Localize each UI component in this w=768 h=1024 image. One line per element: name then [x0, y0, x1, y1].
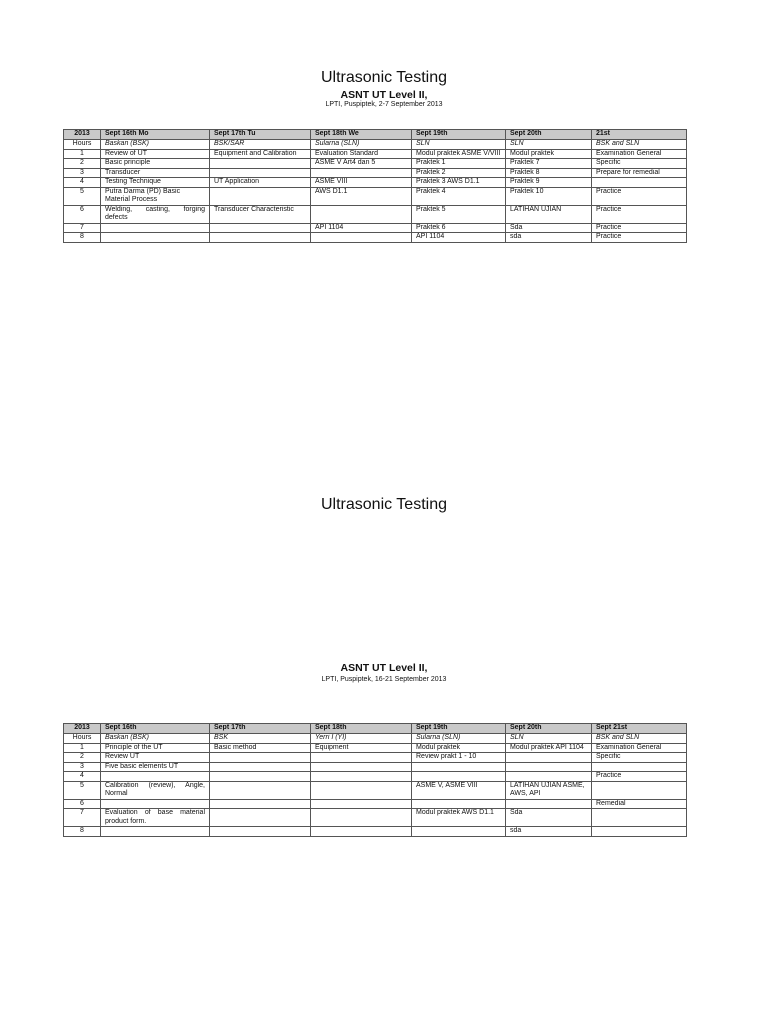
table-cell: Praktek 3 AWS D1.1: [412, 178, 506, 188]
table-cell: [210, 762, 311, 772]
table-cell: [592, 178, 687, 188]
table-cell: Basic method: [210, 743, 311, 753]
table-cell: Hours: [64, 734, 101, 744]
table-cell: [592, 827, 687, 837]
table-cell: 4: [64, 178, 101, 188]
table-cell: [210, 187, 311, 205]
table-row: [64, 809, 687, 827]
table-cell: Evaluation Standard: [311, 149, 412, 159]
table-cell: 5: [64, 187, 101, 205]
table-row: [64, 762, 687, 772]
table-cell: Welding, casting, forging defects: [101, 205, 210, 223]
header-cell: Sept 20th: [506, 130, 592, 140]
table-cell: 6: [64, 799, 101, 809]
table-cell: [210, 233, 311, 243]
table-cell: Testing Technique: [101, 178, 210, 188]
table-cell: Sda: [506, 809, 592, 827]
table-cell: 8: [64, 827, 101, 837]
table-cell: Practice: [592, 205, 687, 223]
header-cell: 2013: [64, 724, 101, 734]
table-row: [64, 187, 687, 205]
section2-subtitle: ASNT UT Level II,: [340, 662, 428, 674]
table-row: [64, 799, 687, 809]
table-cell: [311, 781, 412, 799]
table-row: [64, 743, 687, 753]
table-cell: [210, 772, 311, 782]
table-cell: [210, 809, 311, 827]
header-cell: Sept 18th We: [311, 130, 412, 140]
table-cell: Modul praktek: [412, 743, 506, 753]
table-row: [64, 781, 687, 799]
table-cell: Putra Darma (PD) Basic Material Process: [101, 187, 210, 205]
table-cell: ASME V, ASME VIII: [412, 781, 506, 799]
header-cell: Sept 17th: [210, 724, 311, 734]
header-cell: Sept 19th: [412, 724, 506, 734]
table-cell: Evaluation of base material product form.: [101, 809, 210, 827]
table-cell: Calibration (review), Angle, Normal: [101, 781, 210, 799]
table-cell: [592, 809, 687, 827]
table-cell: [311, 809, 412, 827]
table-cell: 1: [64, 149, 101, 159]
header-cell: Sept 19th: [412, 130, 506, 140]
section1-title: Ultrasonic Testing: [321, 69, 447, 86]
table-row: [64, 734, 687, 744]
table-cell: UT Application: [210, 178, 311, 188]
table-cell: Practice: [592, 223, 687, 233]
section2-location: LPTI, Puspiptek, 16-21 September 2013: [321, 676, 447, 683]
table-cell: [592, 781, 687, 799]
table-cell: 1: [64, 743, 101, 753]
table-cell: Modul praktek API 1104: [506, 743, 592, 753]
table-cell: [412, 762, 506, 772]
table-cell: Hours: [64, 140, 101, 150]
table-cell: BSK: [210, 734, 311, 744]
table-cell: Specific: [592, 159, 687, 169]
table-cell: Modul praktek AWS D1.1: [412, 809, 506, 827]
table-cell: [210, 781, 311, 799]
table-cell: [210, 827, 311, 837]
table-cell: [412, 772, 506, 782]
table-cell: sda: [506, 233, 592, 243]
header-cell: Sept 20th: [506, 724, 592, 734]
table-cell: Practice: [592, 772, 687, 782]
table-cell: Modul praktek: [506, 149, 592, 159]
table-row: [64, 223, 687, 233]
header-cell: Sept 16th: [101, 724, 210, 734]
table-header-row: [64, 724, 687, 734]
table-cell: [210, 799, 311, 809]
table-cell: 8: [64, 233, 101, 243]
table-cell: 2: [64, 159, 101, 169]
table-cell: Transducer Characteristic: [210, 205, 311, 223]
table-cell: Examination General: [592, 149, 687, 159]
section2-title: Ultrasonic Testing: [321, 496, 447, 513]
table-cell: [311, 762, 412, 772]
table-cell: Review UT: [101, 753, 210, 763]
table-cell: Basic principle: [101, 159, 210, 169]
table-cell: Examination General: [592, 743, 687, 753]
table-cell: [506, 772, 592, 782]
table-cell: BSK and SLN: [592, 734, 687, 744]
table-cell: Remedial: [592, 799, 687, 809]
table-cell: 5: [64, 781, 101, 799]
header-cell: Sept 18th: [311, 724, 412, 734]
table-cell: Yerri I (YI): [311, 734, 412, 744]
header-cell: 21st: [592, 130, 687, 140]
header-cell: Sept 16th Mo: [101, 130, 210, 140]
header-cell: Sept 21st: [592, 724, 687, 734]
table-cell: Baskan (BSK): [101, 734, 210, 744]
table-cell: Principle of the UT: [101, 743, 210, 753]
table-cell: [210, 168, 311, 178]
table-cell: [311, 827, 412, 837]
section1-location: LPTI, Puspiptek, 2-7 September 2013: [325, 101, 443, 108]
table-row: [64, 827, 687, 837]
table-cell: Praktek 4: [412, 187, 506, 205]
table-cell: Sularna (SLN): [311, 140, 412, 150]
table-cell: 4: [64, 772, 101, 782]
table-cell: LATIHAN UJIAN ASME, AWS, API: [506, 781, 592, 799]
section1-subtitle: ASNT UT Level II,: [340, 89, 428, 101]
table-cell: 7: [64, 809, 101, 827]
table-row: [64, 178, 687, 188]
table-cell: Review prakt 1 - 10: [412, 753, 506, 763]
section1-schedule-table: [63, 129, 687, 243]
table-cell: Praktek 2: [412, 168, 506, 178]
table-row: [64, 753, 687, 763]
table-cell: AWS D1.1: [311, 187, 412, 205]
header-cell: Sept 17th Tu: [210, 130, 311, 140]
table-cell: Praktek 5: [412, 205, 506, 223]
table-cell: BSK and SLN: [592, 140, 687, 150]
header-cell: 2013: [64, 130, 101, 140]
table-cell: [210, 223, 311, 233]
table-cell: Praktek 6: [412, 223, 506, 233]
table-cell: [311, 233, 412, 243]
table-cell: [101, 799, 210, 809]
table-cell: Equipment and Calibration: [210, 149, 311, 159]
table-row: [64, 233, 687, 243]
table-cell: Prepare for remedial: [592, 168, 687, 178]
table-cell: [210, 159, 311, 169]
table-cell: Sularna (SLN): [412, 734, 506, 744]
table-cell: Transducer: [101, 168, 210, 178]
table-cell: 7: [64, 223, 101, 233]
table-cell: ASME VIII: [311, 178, 412, 188]
table-cell: [506, 753, 592, 763]
table-cell: SLN: [412, 140, 506, 150]
table-cell: [412, 799, 506, 809]
table-cell: LATIHAN UJIAN: [506, 205, 592, 223]
table-cell: 6: [64, 205, 101, 223]
table-cell: Practice: [592, 233, 687, 243]
table-cell: [592, 762, 687, 772]
table-row: [64, 205, 687, 223]
table-cell: [506, 799, 592, 809]
table-row: [64, 168, 687, 178]
table-cell: Praktek 10: [506, 187, 592, 205]
table-cell: Review of UT: [101, 149, 210, 159]
table-cell: [412, 827, 506, 837]
table-cell: Praktek 8: [506, 168, 592, 178]
table-cell: [101, 772, 210, 782]
table-cell: Praktek 9: [506, 178, 592, 188]
table-cell: [101, 233, 210, 243]
table-cell: 3: [64, 168, 101, 178]
table-cell: Five basic elements UT: [101, 762, 210, 772]
table-cell: sda: [506, 827, 592, 837]
table-cell: Specific: [592, 753, 687, 763]
table-cell: [311, 168, 412, 178]
table-cell: [311, 799, 412, 809]
table-cell: Sda: [506, 223, 592, 233]
table-cell: Baskan (BSK): [101, 140, 210, 150]
table-cell: ASME V Art4 dan 5: [311, 159, 412, 169]
table-cell: Modul praktek ASME V/VIII: [412, 149, 506, 159]
section2-schedule-table: [63, 723, 687, 837]
table-cell: 2: [64, 753, 101, 763]
table-cell: [311, 753, 412, 763]
table-cell: Praktek 1: [412, 159, 506, 169]
table-cell: BSK/SAR: [210, 140, 311, 150]
table-cell: [311, 772, 412, 782]
table-cell: Practice: [592, 187, 687, 205]
table-cell: [311, 205, 412, 223]
table-cell: [210, 753, 311, 763]
table-cell: [506, 762, 592, 772]
table-cell: SLN: [506, 734, 592, 744]
table-header-row: [64, 130, 687, 140]
table-cell: Equipment: [311, 743, 412, 753]
table-row: [64, 772, 687, 782]
table-row: [64, 149, 687, 159]
table-cell: [101, 223, 210, 233]
table-row: [64, 140, 687, 150]
table-cell: API 1104: [311, 223, 412, 233]
table-cell: SLN: [506, 140, 592, 150]
table-cell: 3: [64, 762, 101, 772]
table-cell: [101, 827, 210, 837]
table-row: [64, 159, 687, 169]
table-cell: Praktek 7: [506, 159, 592, 169]
table-cell: API 1104: [412, 233, 506, 243]
